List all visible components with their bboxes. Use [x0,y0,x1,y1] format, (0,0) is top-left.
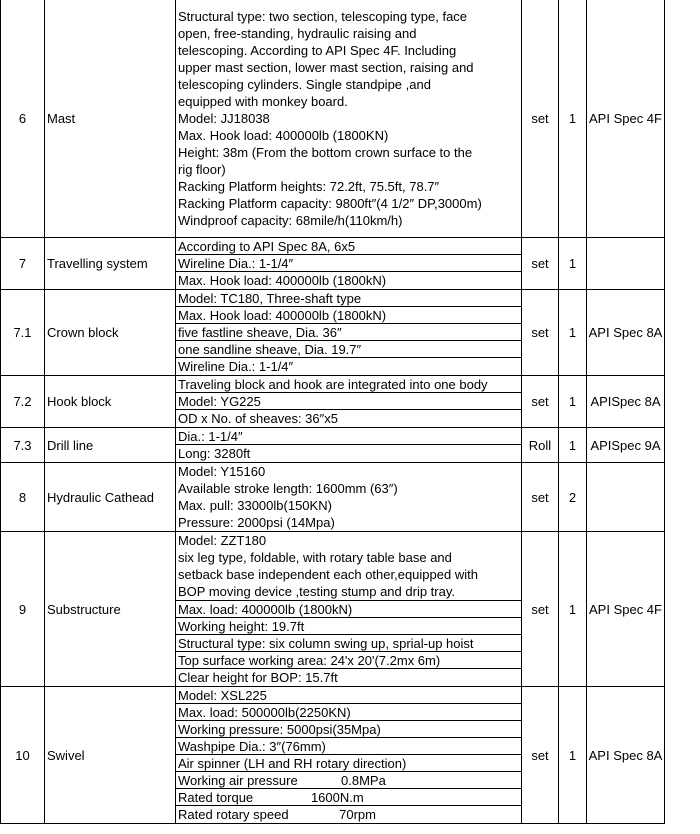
description-line: BOP moving device ,testing stump and drip tray. [178,584,455,599]
description-line: Max. Hook load: 400000lb (1800kN) [176,307,521,324]
table-row [1,0,665,238]
item-number: 8 [1,463,45,532]
description-line: upper mast section, lower mast section, raising and [178,60,474,75]
description-line: Height: 38m (From the bottom crown surface to the [178,145,473,160]
description-line: Wireline Dia.: 1-1/4″ [178,359,294,374]
description-line: Racking Platform heights: 72.2ft, 75.5ft, 78.7″ [178,179,440,194]
item-standard: API Spec 4F [587,0,665,238]
item-quantity: 1 [559,238,587,290]
item-description [176,532,522,687]
description-line: Model: ZZT180 [178,533,267,548]
description-line: Rated torque 1600N.m [176,789,521,806]
item-name: Swivel [45,687,176,824]
item-number: 7.3 [1,428,45,463]
description-line: setback base independent each other,equipped with [178,567,478,582]
item-description [176,428,522,463]
description-line: six leg type, foldable, with rotary table base and [178,550,452,565]
description-line: Working air pressure 0.8MPa [176,772,521,789]
item-unit: set [522,290,559,376]
table-row [1,428,665,463]
description-line: Washpipe Dia.: 3″(76mm) [176,738,521,755]
description-line: Racking Platform capacity: 9800ft″(4 1/2″ DP,3000m) [178,196,482,211]
table-row [1,238,665,290]
description-line: Max. pull: 33000lb(150KN) [178,498,332,513]
description-line: telescoping cylinders. Single standpipe ,and [178,77,431,92]
item-name: Hook block [45,376,176,428]
table-row [1,376,665,428]
description-line: one sandline sheave, Dia. 19.7″ [176,341,521,358]
description-line: Dia.: 1-1/4″ [176,428,521,445]
description-line: telescoping. According to API Spec 4F. Including [178,43,457,58]
item-number: 7.2 [1,376,45,428]
description-line: Structural type: six column swing up, sprial-up hoist [176,635,521,652]
item-unit: Roll [522,428,559,463]
item-number: 6 [1,0,45,238]
item-name: Drill line [45,428,176,463]
item-quantity: 1 [559,532,587,687]
item-quantity: 2 [559,463,587,532]
description-line: Model: XSL225 [176,687,521,704]
item-quantity: 1 [559,376,587,428]
item-name: Substructure [45,532,176,687]
description-line: According to API Spec 8A, 6x5 [176,238,521,255]
description-line: Structural type: two section, telescoping type, face [178,9,468,24]
item-quantity: 1 [559,687,587,824]
item-standard: API Spec 8A [587,687,665,824]
description-line: Wireline Dia.: 1-1/4″ [176,255,521,272]
table-row [1,532,665,687]
description-line: Model: Y15160 [178,464,266,479]
table-row [1,290,665,376]
description-line: Pressure: 2000psi (14Mpa) [178,515,335,530]
description-line: Clear height for BOP: 15.7ft [178,670,338,685]
description-line: Max. load: 400000lb (1800kN) [176,601,521,618]
description-line: Max. load: 500000lb(2250KN) [176,704,521,721]
description-line: Rated rotary speed 70rpm [178,807,376,822]
description-line: Working height: 19.7ft [176,618,521,635]
description-line: five fastline sheave, Dia. 36″ [176,324,521,341]
description-line: Traveling block and hook are integrated into one body [176,376,521,393]
item-name: Crown block [45,290,176,376]
item-unit: set [522,687,559,824]
description-line: equipped with monkey board. [178,94,348,109]
description-line: rig floor) [178,162,226,177]
item-description [176,238,522,290]
item-quantity: 1 [559,290,587,376]
description-line: Air spinner (LH and RH rotary direction) [176,755,521,772]
item-standard: API Spec 8A [587,290,665,376]
item-name: Mast [45,0,176,238]
item-standard: API Spec 4F [587,532,665,687]
description-line: Top surface working area: 24'x 20'(7.2mx 6m) [176,652,521,669]
item-number: 7 [1,238,45,290]
item-standard: APISpec 8A [587,376,665,428]
item-description [176,687,522,824]
item-name: Hydraulic Cathead [45,463,176,532]
item-description [176,290,522,376]
item-standard: APISpec 9A [587,428,665,463]
item-unit: set [522,376,559,428]
item-quantity: 1 [559,0,587,238]
item-number: 9 [1,532,45,687]
item-description [176,463,522,532]
item-description [176,376,522,428]
description-line: Model: JJ18038 [178,111,270,126]
description-line: Available stroke length: 1600mm (63″) [178,481,398,496]
description-line: Max. Hook load: 400000lb (1800KN) [178,128,389,143]
item-standard [587,463,665,532]
description-line: Max. Hook load: 400000lb (1800kN) [178,273,387,288]
table-row [1,463,665,532]
table-row [1,687,665,824]
description-line: open, free-standing, hydraulic raising and [178,26,417,41]
description-line: OD x No. of sheaves: 36″x5 [178,411,338,426]
item-unit: set [522,238,559,290]
item-unit: set [522,532,559,687]
item-unit: set [522,463,559,532]
item-quantity: 1 [559,428,587,463]
description-line: Model: TC180, Three-shaft type [176,290,521,307]
item-number: 7.1 [1,290,45,376]
item-name: Travelling system [45,238,176,290]
item-description [176,0,522,238]
description-line: Working pressure: 5000psi(35Mpa) [176,721,521,738]
item-unit: set [522,0,559,238]
description-line: Model: YG225 [176,393,521,410]
description-line: Windproof capacity: 68mile/h(110km/h) [178,213,403,228]
item-number: 10 [1,687,45,824]
item-standard [587,238,665,290]
description-line: Long: 3280ft [178,446,251,461]
